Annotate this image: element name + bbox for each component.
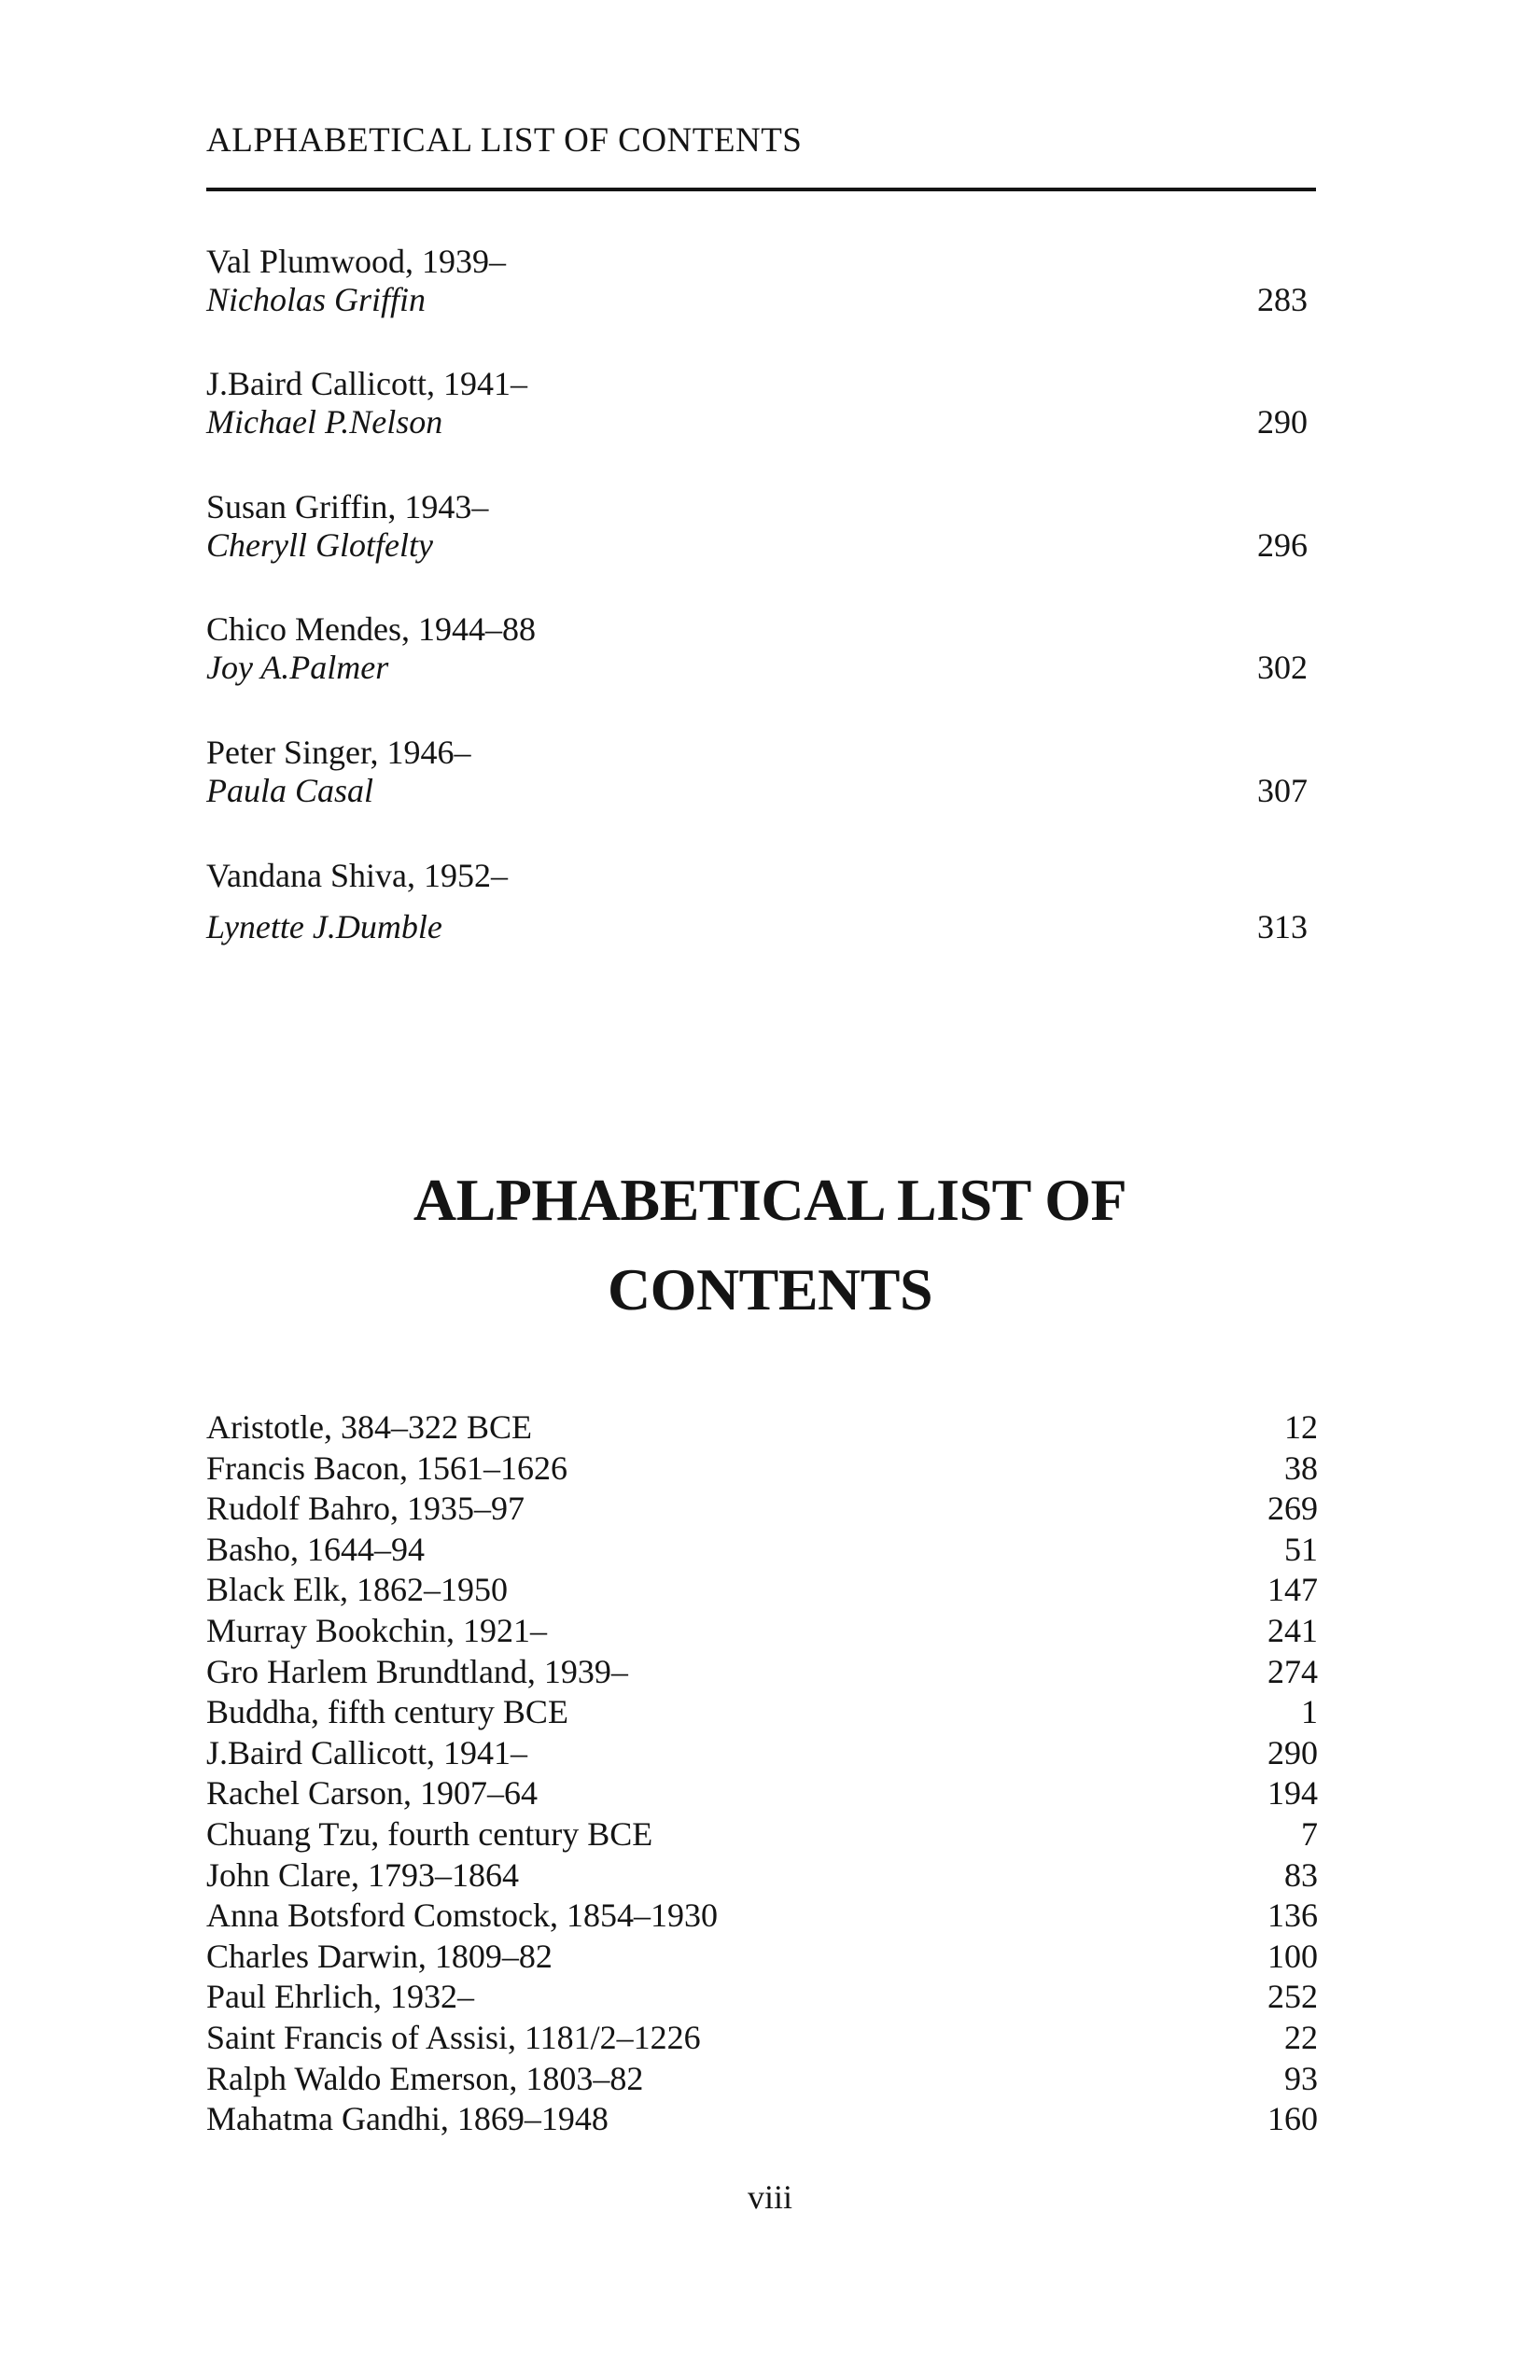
list-item-page: 1 <box>1301 1693 1318 1731</box>
section-heading-line-2: CONTENTS <box>607 1256 933 1323</box>
list-item-name: John Clare, 1793–1864 <box>206 1855 519 1894</box>
list-item-page: 136 <box>1267 1897 1318 1935</box>
list-item[interactable] <box>206 1652 1318 1696</box>
list-item-page: 160 <box>1267 2100 1318 2138</box>
list-item-name: Chuang Tzu, fourth century BCE <box>206 1814 653 1853</box>
toc-entry-title: Vandana Shiva, 1952– <box>206 857 508 894</box>
list-item[interactable] <box>206 1939 1318 1981</box>
list-item-name: Paul Ehrlich, 1932– <box>206 1978 474 2016</box>
list-item[interactable] <box>206 2018 1318 2062</box>
list-item-name: Basho, 1644–94 <box>206 1530 425 1568</box>
running-head-title: ALPHABETICAL LIST OF CONTENTS <box>206 121 803 160</box>
list-item-name: Murray Bookchin, 1921– <box>206 1611 547 1649</box>
list-item[interactable] <box>206 1491 1318 1533</box>
list-item[interactable] <box>206 1410 1318 1451</box>
list-item[interactable] <box>206 1898 1318 1939</box>
list-item[interactable] <box>206 1855 1318 1899</box>
list-item-page: 147 <box>1267 1571 1318 1609</box>
list-item-name: Aristotle, 384–322 BCE <box>206 1408 532 1446</box>
toc-entry-author: Nicholas Griffin <box>206 281 427 318</box>
toc-entry-title: Val Plumwood, 1939– <box>206 243 507 280</box>
list-item-name: Saint Francis of Assisi, 1181/2–1226 <box>206 2018 701 2056</box>
list-item[interactable] <box>206 1451 1318 1492</box>
toc-entry-page: 290 <box>1257 403 1308 441</box>
list-item-page: 194 <box>1267 1774 1318 1813</box>
toc-entry-page: 302 <box>1257 649 1308 686</box>
list-item[interactable] <box>206 1611 1318 1655</box>
list-item-name: Buddha, fifth century BCE <box>206 1693 568 1731</box>
list-item-name: Rachel Carson, 1907–64 <box>206 1774 538 1813</box>
list-item[interactable] <box>206 1695 1318 1736</box>
list-item-name: Black Elk, 1862–1950 <box>206 1571 508 1609</box>
list-item-page: 7 <box>1301 1814 1318 1853</box>
list-item-page: 38 <box>1284 1449 1318 1487</box>
header-rule <box>206 188 1316 191</box>
list-item-page: 100 <box>1267 1937 1318 1975</box>
section-heading-line-1: ALPHABETICAL LIST OF <box>413 1167 1127 1233</box>
list-item-name: J.Baird Callicott, 1941– <box>206 1733 527 1771</box>
list-item-page: 83 <box>1284 1855 1318 1894</box>
toc-entry-author: Cheryll Glotfelty <box>206 526 433 564</box>
list-item[interactable] <box>206 1814 1318 1858</box>
list-item[interactable] <box>206 1980 1318 2021</box>
list-item-name: Charles Darwin, 1809–82 <box>206 1937 553 1975</box>
toc-entry-title: Susan Griffin, 1943– <box>206 488 489 525</box>
list-item-name: Mahatma Gandhi, 1869–1948 <box>206 2100 609 2138</box>
list-item-page: 290 <box>1267 1733 1318 1771</box>
list-item-page: 274 <box>1267 1652 1318 1690</box>
list-item[interactable] <box>206 1573 1318 1614</box>
toc-entry-page: 283 <box>1257 281 1308 318</box>
toc-entry-page: 313 <box>1257 908 1308 945</box>
toc-entry-title: J.Baird Callicott, 1941– <box>206 365 527 402</box>
toc-entry-author: Michael P.Nelson <box>206 403 443 441</box>
list-item-page: 252 <box>1267 1978 1318 2016</box>
list-item-page: 51 <box>1284 1530 1318 1568</box>
list-item-page: 93 <box>1284 2059 1318 2097</box>
toc-entry-author: Paula Casal <box>206 772 374 809</box>
list-item[interactable] <box>206 1733 1318 1777</box>
list-item-name: Rudolf Bahro, 1935–97 <box>206 1490 525 1528</box>
toc-entry-author: Joy A.Palmer <box>206 649 389 686</box>
toc-entry-title: Chico Mendes, 1944–88 <box>206 610 536 648</box>
list-item-page: 269 <box>1267 1490 1318 1528</box>
list-item[interactable] <box>206 1776 1318 1817</box>
toc-entry-page: 307 <box>1257 772 1308 809</box>
page-number: viii <box>747 2178 792 2216</box>
list-item-name: Ralph Waldo Emerson, 1803–82 <box>206 2059 644 2097</box>
list-item-name: Gro Harlem Brundtland, 1939– <box>206 1652 628 1690</box>
list-item-page: 241 <box>1267 1611 1318 1649</box>
alphabetical-list <box>206 1410 1318 2143</box>
list-item-page: 12 <box>1284 1408 1318 1446</box>
toc-entry-title: Peter Singer, 1946– <box>206 734 471 771</box>
list-item[interactable] <box>206 1530 1318 1574</box>
list-item-page: 22 <box>1284 2018 1318 2056</box>
list-item-name: Anna Botsford Comstock, 1854–1930 <box>206 1897 718 1935</box>
list-item[interactable] <box>206 2059 1318 2103</box>
list-item[interactable] <box>206 2102 1318 2143</box>
toc-entry-page: 296 <box>1257 526 1308 564</box>
list-item-name: Francis Bacon, 1561–1626 <box>206 1449 567 1487</box>
toc-entry-author: Lynette J.Dumble <box>206 908 442 945</box>
